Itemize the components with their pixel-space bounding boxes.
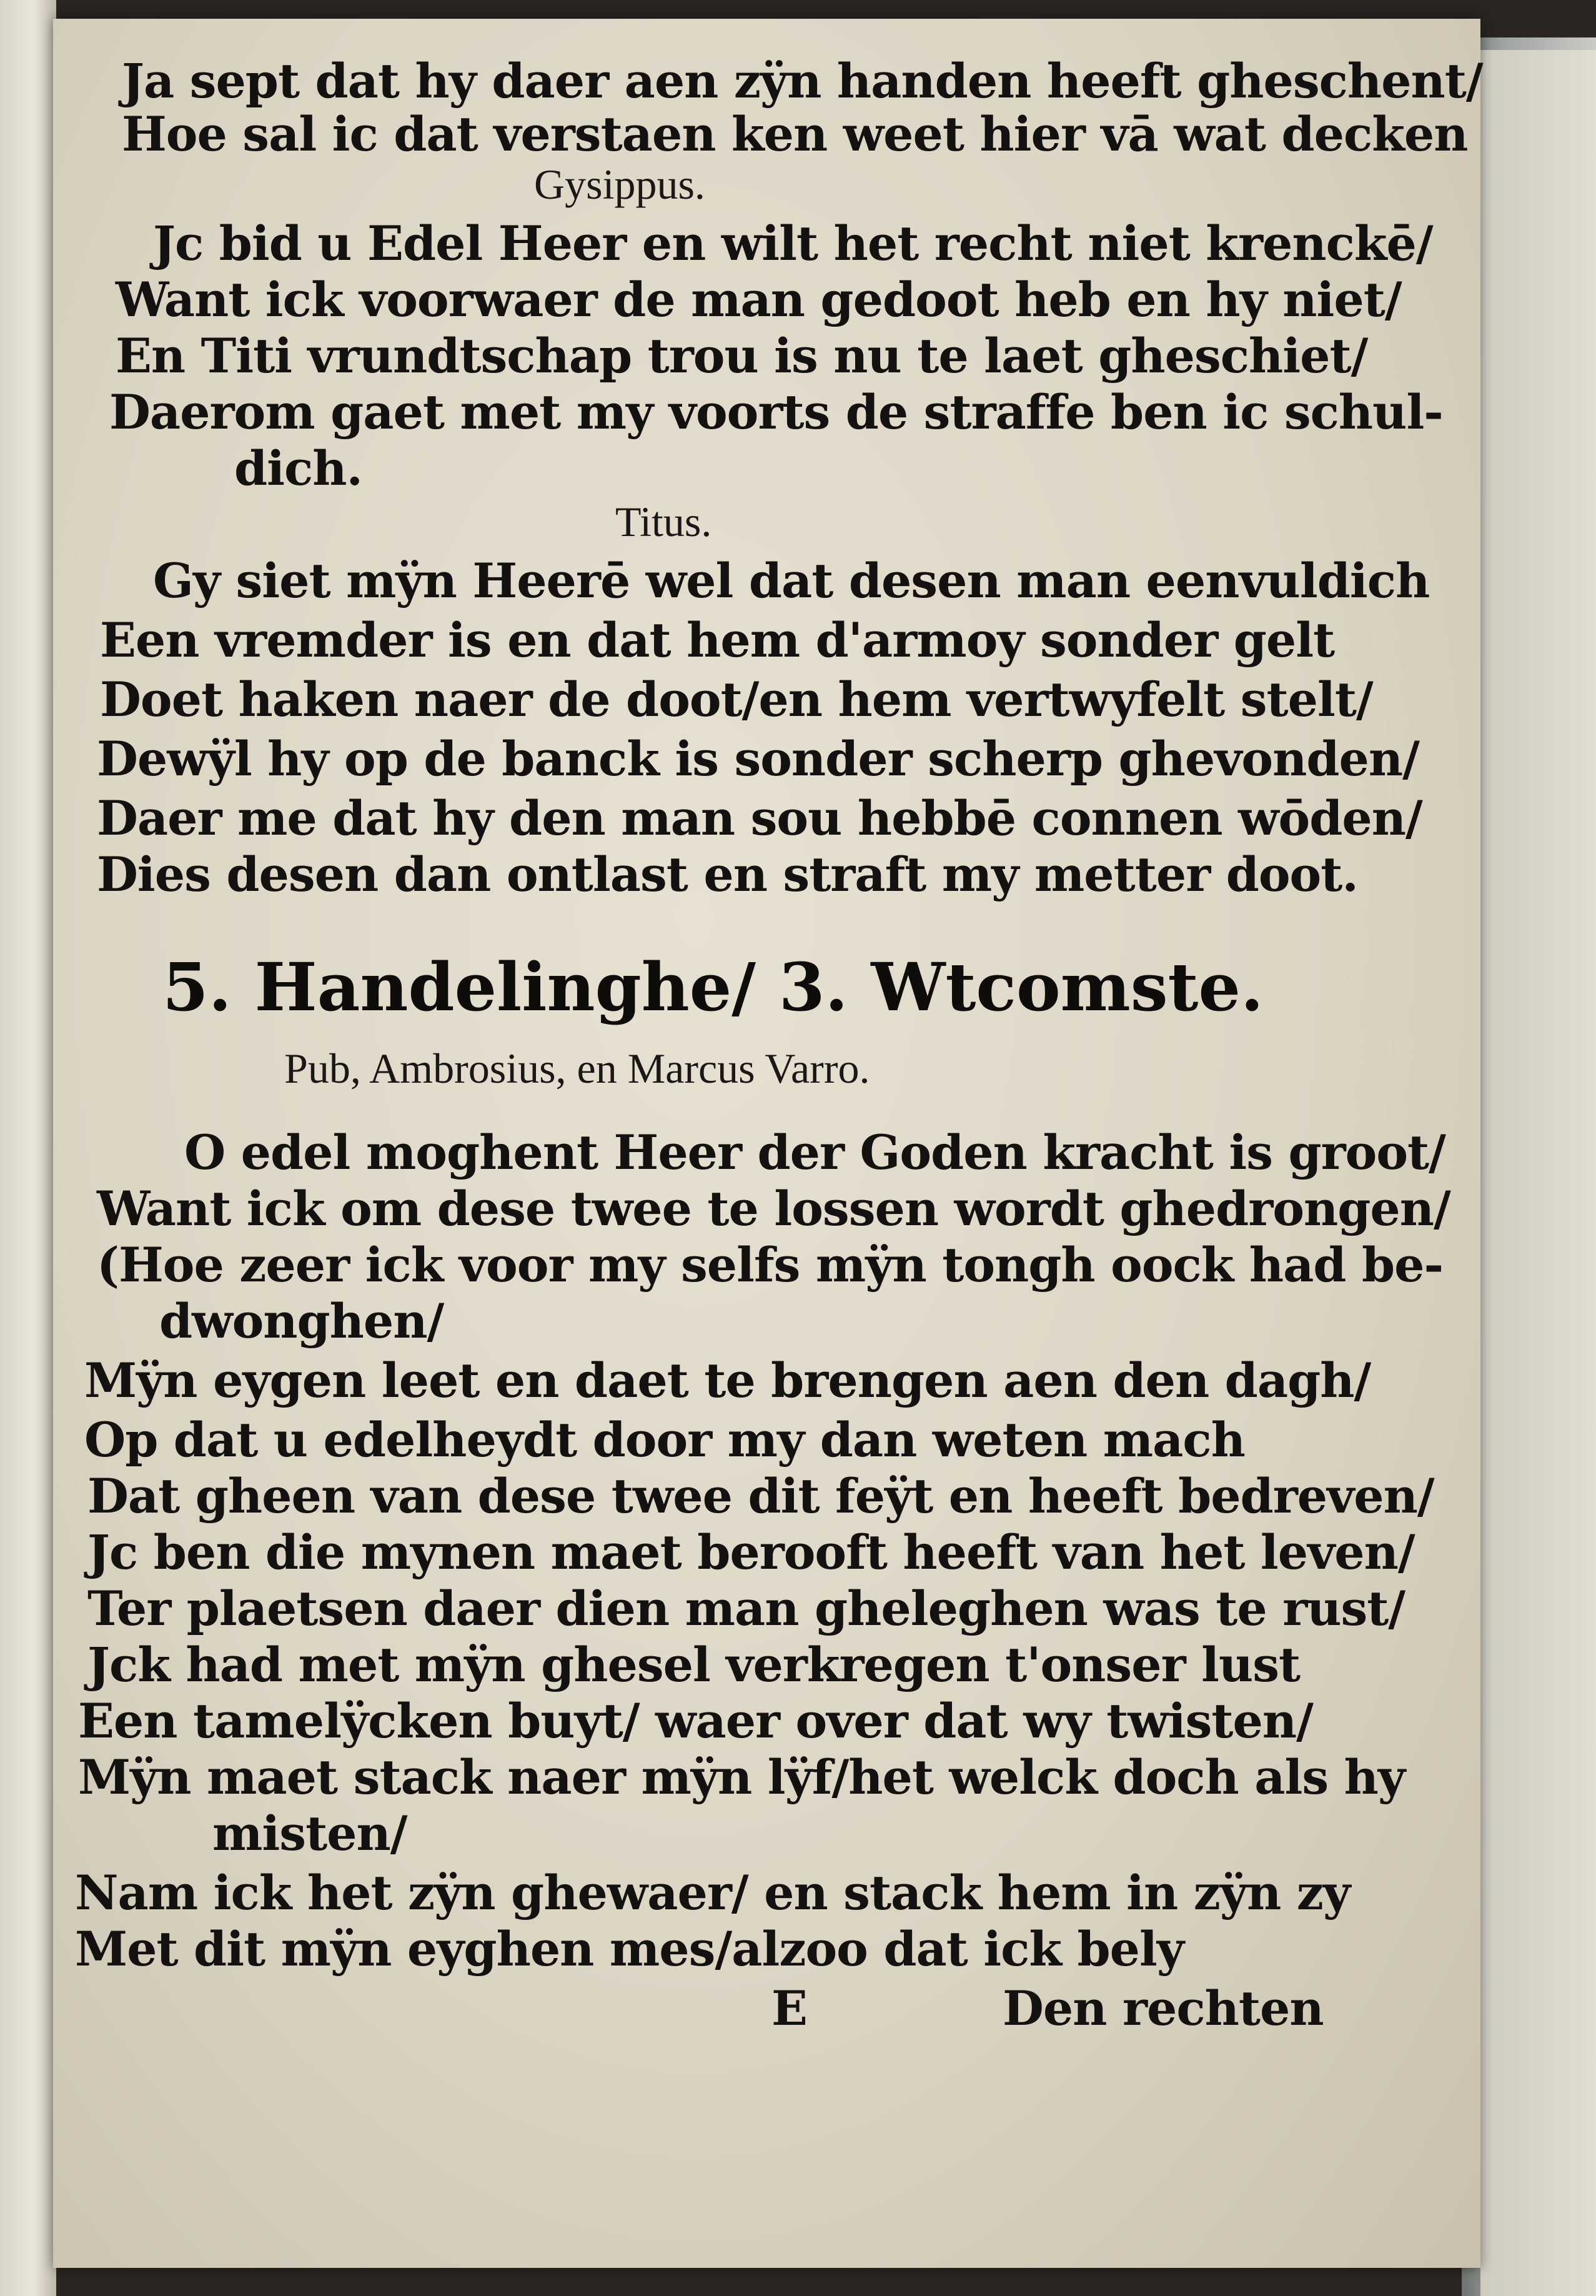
text-line: dich. [234, 440, 363, 496]
text-line: dwonghen/ [159, 1293, 444, 1349]
text-line: Want ick voorwaer de man gedoot heb en hy niet/ [116, 272, 1402, 327]
text-line: Gy siet mÿn Heerē wel dat desen man eenvuldich [153, 553, 1430, 609]
text-line: (Hoe zeer ick voor my selfs mÿn tongh oock had be- [97, 1237, 1444, 1293]
text-line: Hoe sal ic dat verstaen ken weet hier vā wat decken [122, 106, 1468, 162]
text-line: Mÿn maet stack naer mÿn lÿf/het welck doch als hy [78, 1749, 1405, 1805]
text-line: Een tamelÿcken buyt/ waer over dat wy twisten/ [78, 1693, 1313, 1749]
text-line: Met dit mÿn eyghen mes/alzoo dat ick bely [75, 1921, 1184, 1977]
text-line: Op dat u edelheydt door my dan weten mach [84, 1412, 1245, 1468]
section-heading: 5. Handelinghe/ 3. Wtcomste. [162, 948, 1264, 1026]
text-line: Dewÿl hy op de banck is sonder scherp ghevonden/ [97, 731, 1419, 787]
catchword: Den rechten [1003, 1980, 1324, 2036]
text-line: Mÿn eygen leet en daet te brengen aen den dagh/ [84, 1353, 1371, 1408]
text-line: Jc bid u Edel Heer en wilt het recht niet krenckē/ [153, 216, 1433, 271]
text-line: Jck had met mÿn ghesel verkregen t'onser lust [87, 1637, 1301, 1692]
text-line: Ja sept dat hy daer aen zÿn handen heeft gheschent/ [122, 53, 1483, 109]
speakers-line: Pub, Ambrosius, en Marcus Varro. [284, 1045, 870, 1092]
text-line: Nam ick het zÿn ghewaer/ en stack hem in zÿn zy [75, 1865, 1351, 1921]
text-line: misten/ [212, 1806, 407, 1861]
speaker-name-gysippus: Gysippus. [534, 161, 705, 208]
text-line: Een vremder is en dat hem d'armoy sonder gelt [100, 612, 1335, 668]
text-line: Doet haken naer de doot/en hem vertwyfelt stelt/ [100, 672, 1373, 727]
book-cover-edge [0, 0, 56, 2296]
text-line: O edel moghent Heer der Goden kracht is groot/ [184, 1125, 1445, 1180]
speaker-name-titus: Titus. [615, 498, 712, 545]
text-line: Daer me dat hy den man sou hebbē connen wōden/ [97, 790, 1422, 846]
signature-mark: E [771, 1980, 807, 2036]
text-line: Jc ben die mynen maet berooft heeft van het leven/ [87, 1524, 1415, 1580]
text-line: Dat gheen van dese twee dit feÿt en heeft bedreven/ [87, 1468, 1434, 1524]
book-page [53, 19, 1483, 2268]
text-line: Daerom gaet met my voorts de straffe ben ic schul- [109, 384, 1443, 440]
text-line: Ter plaetsen daer dien man gheleghen was te rust/ [87, 1581, 1405, 1636]
text-line: Want ick om dese twee te lossen wordt ghedrongen/ [97, 1181, 1450, 1236]
text-line: Dies desen dan ontlast en straft my metter doot. [97, 847, 1358, 902]
text-line: En Titi vrundtschap trou is nu te laet gheschiet/ [116, 328, 1368, 384]
